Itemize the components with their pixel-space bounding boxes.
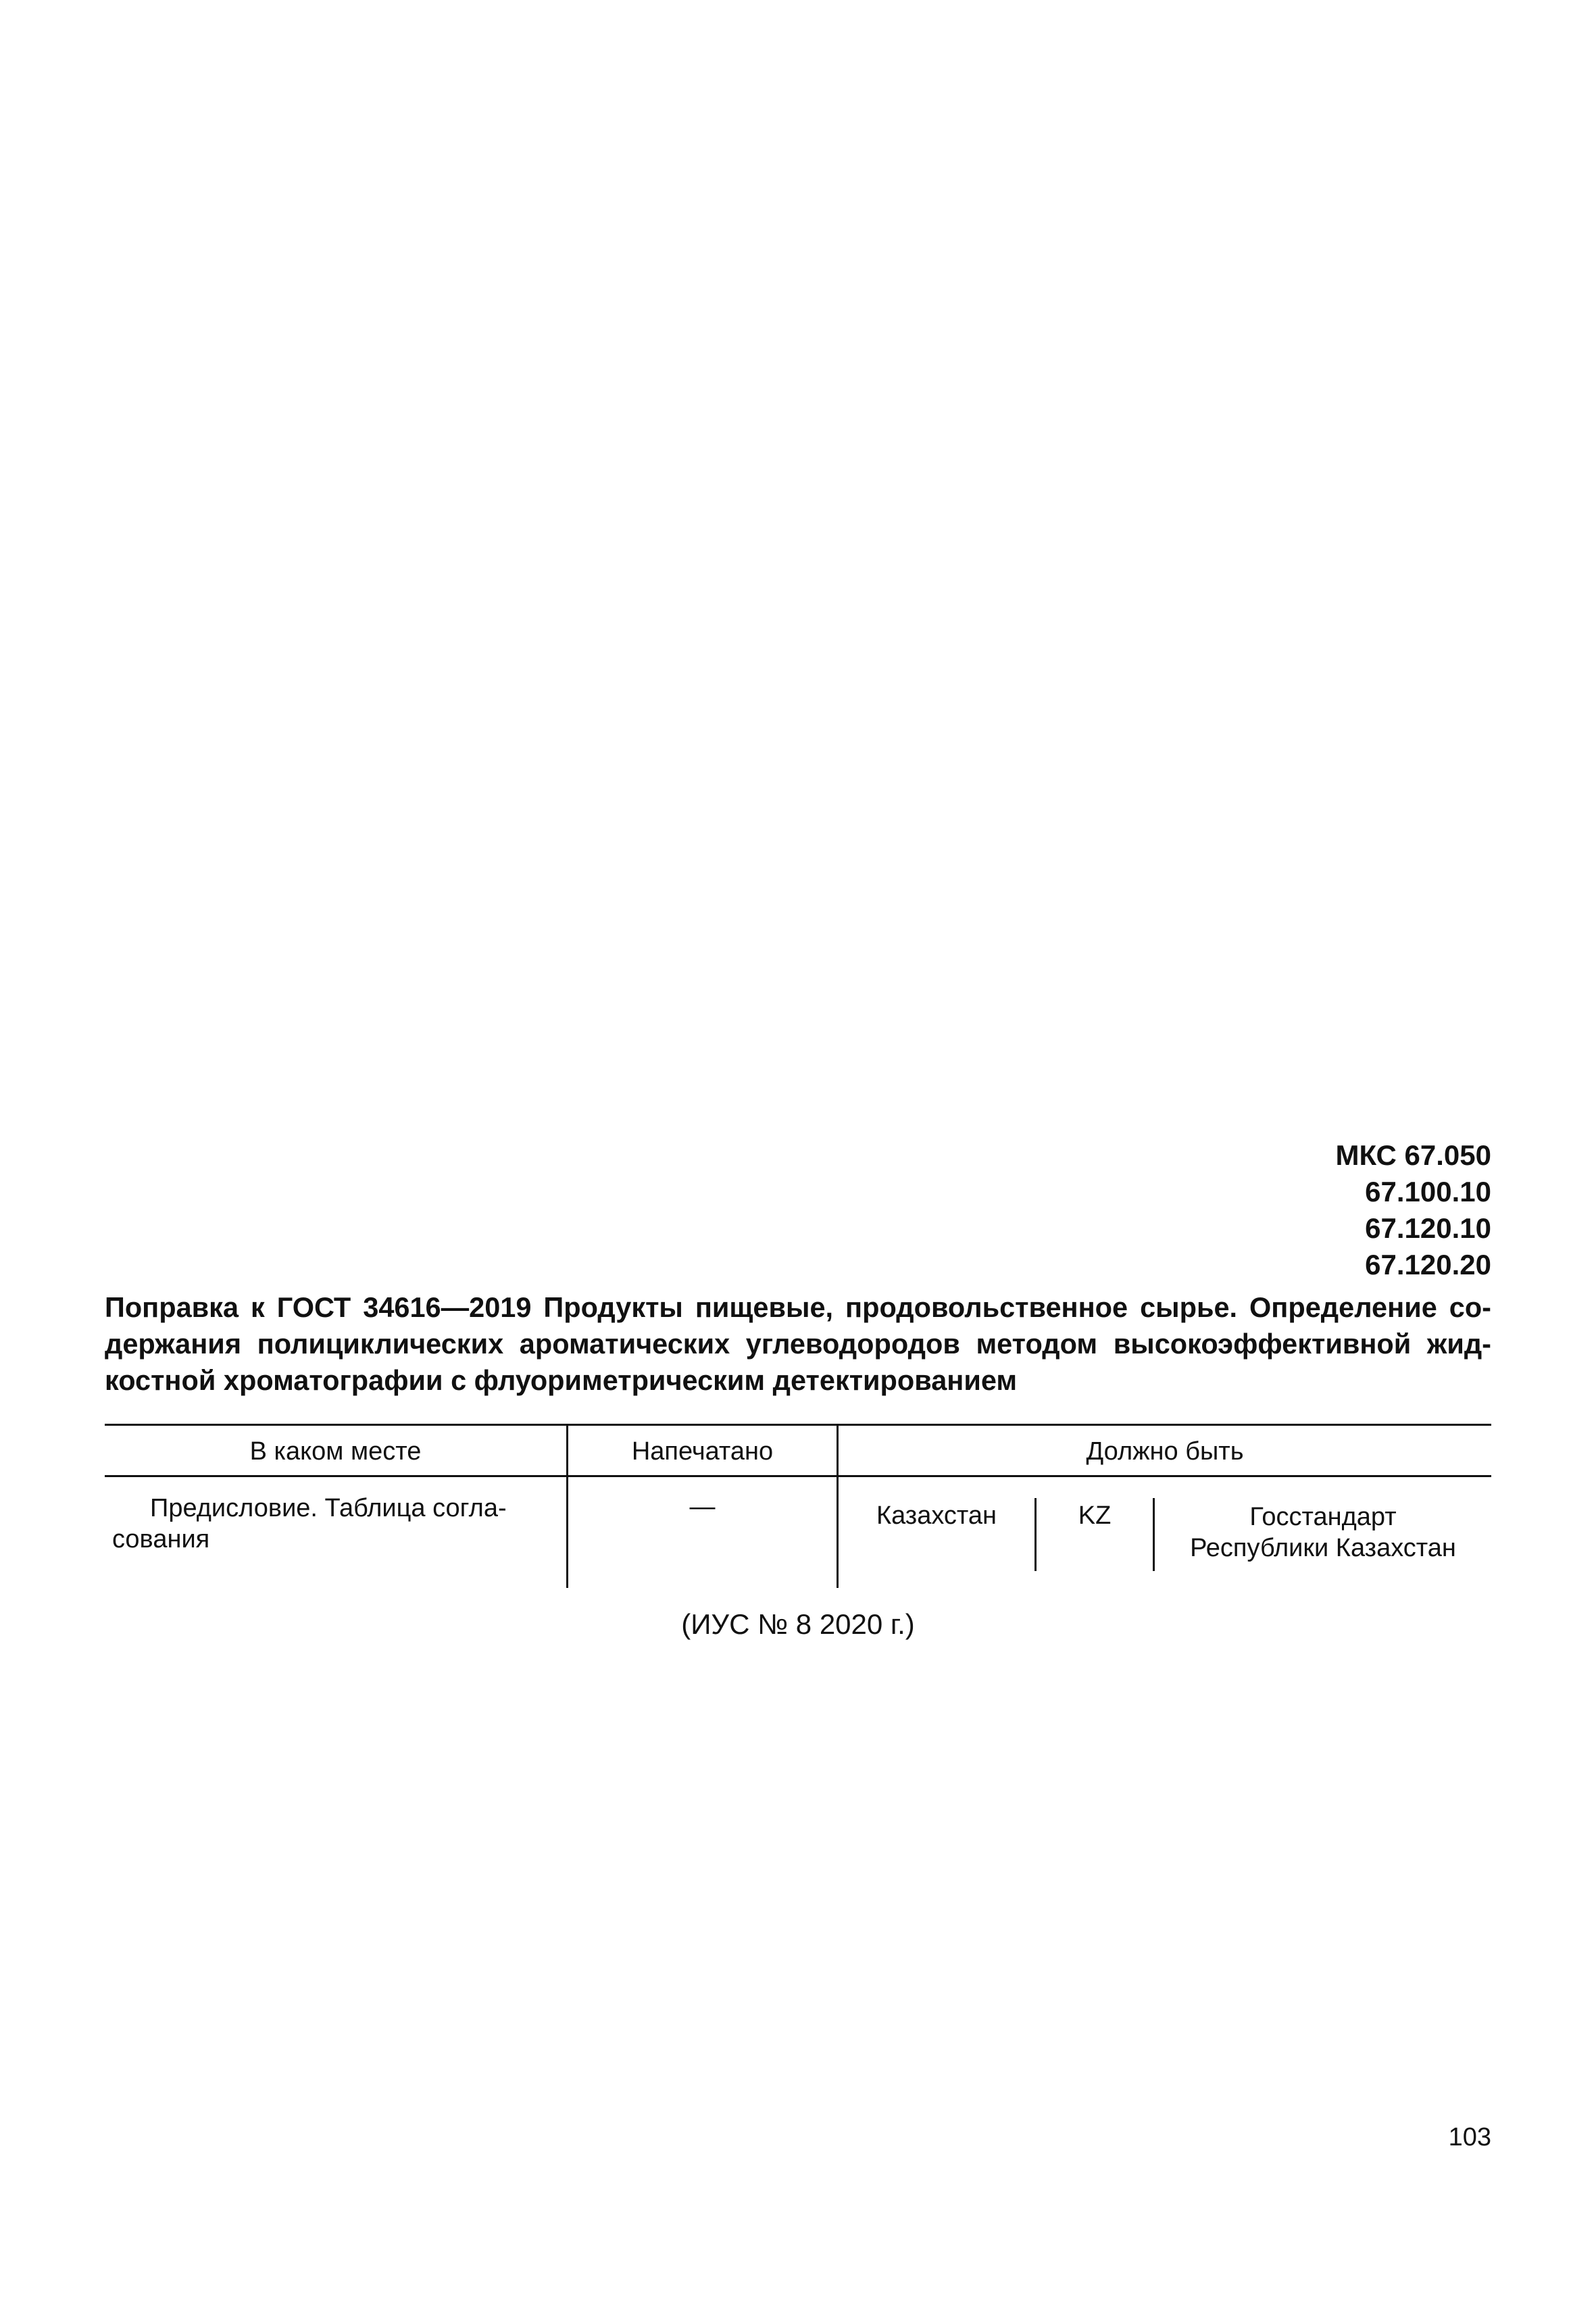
mks-code-2: 67.100.10 [1365, 1176, 1491, 1208]
mks-code-1: МКС 67.050 [1335, 1139, 1491, 1171]
header-should-be: Должно быть [1086, 1437, 1244, 1466]
mks-classification [1335, 1137, 1491, 1283]
title-line-3: костной хроматографии с флуориметрическим детектированием [105, 1364, 1018, 1396]
table-header-rule [105, 1475, 1491, 1477]
title-line-2: держания полициклических ароматических углеводородов методом высокоэффективной жид- [105, 1328, 1491, 1360]
cell-country-code: KZ [1078, 1501, 1112, 1530]
ius-reference: (ИУС № 8 2020 г.) [681, 1608, 915, 1640]
cell-place-line-1: Предисловие. Таблица согла- [150, 1494, 507, 1522]
page-number: 103 [1448, 2123, 1491, 2151]
amendment-title [105, 1289, 1491, 1399]
title-line-1: Поправка к ГОСТ 34616—2019 Продукты пищевые, продовольственное сырье. Определение со- [105, 1291, 1491, 1323]
mks-code-3: 67.120.10 [1365, 1212, 1491, 1244]
mks-code-4: 67.120.20 [1365, 1249, 1491, 1280]
header-printed: Напечатано [631, 1437, 774, 1466]
correction-table [105, 1424, 1491, 1588]
table-top-rule [105, 1424, 1491, 1426]
cell-country: Казахстан [876, 1501, 997, 1530]
cell-authority-line-1: Госстандарт [1249, 1503, 1397, 1531]
cell-place-line-2: сования [112, 1525, 210, 1553]
cell-printed: — [689, 1493, 716, 1521]
cell-authority-line-2: Республики Казахстан [1190, 1534, 1456, 1562]
header-place: В каком месте [249, 1437, 422, 1466]
